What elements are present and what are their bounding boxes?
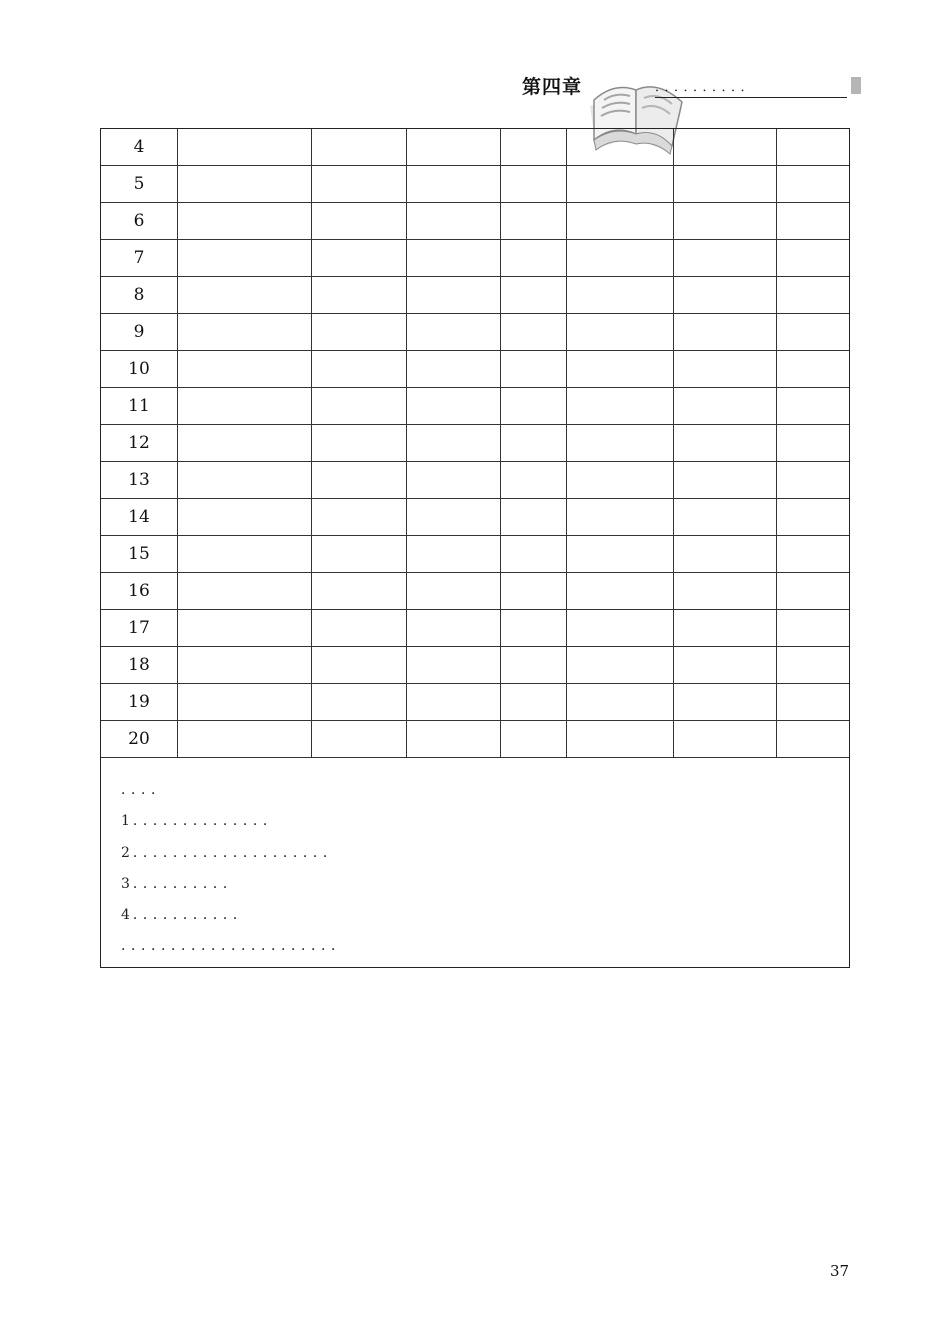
table-cell	[777, 462, 851, 498]
row-number-cell: 19	[101, 684, 178, 720]
row-number-cell: 18	[101, 647, 178, 683]
table-cell	[777, 388, 851, 424]
table-cell	[674, 388, 777, 424]
table-cell	[501, 166, 567, 202]
page-tab-marker	[851, 77, 861, 94]
table-cell	[407, 314, 501, 350]
table-cell	[312, 536, 407, 572]
table-row	[101, 240, 849, 277]
note-item: 1．．．．．．．．．．．．．．	[121, 813, 280, 829]
row-number-cell: 16	[101, 573, 178, 609]
page-number: 37	[830, 1262, 850, 1280]
table-cell	[178, 536, 312, 572]
table-cell	[407, 684, 501, 720]
table-cell	[407, 499, 501, 535]
note-item: 4．．．．．．．．．．．	[121, 907, 250, 923]
chapter-label: 第四章	[522, 76, 583, 98]
table-cell	[567, 573, 674, 609]
row-number-cell: 9	[101, 314, 178, 350]
page-header	[0, 0, 950, 125]
table-cell	[567, 351, 674, 387]
table-cell	[407, 388, 501, 424]
table-row	[101, 425, 849, 462]
table-cell	[178, 610, 312, 646]
table-cell	[312, 610, 407, 646]
table-cell	[407, 425, 501, 461]
table-cell	[501, 129, 567, 165]
table-cell	[567, 166, 674, 202]
table-cell	[178, 166, 312, 202]
table-cell	[407, 203, 501, 239]
table-cell	[178, 351, 312, 387]
table-cell	[501, 684, 567, 720]
table-cell	[674, 721, 777, 757]
table-cell	[312, 166, 407, 202]
note-item: 3．．．．．．．．．．	[121, 876, 240, 892]
table-cell	[312, 721, 407, 757]
table-cell	[178, 721, 312, 757]
note-item: ．．．．．．．．．．．．．．．．．．．．．．	[121, 938, 348, 954]
row-number-cell: 10	[101, 351, 178, 387]
table-cell	[674, 499, 777, 535]
table-cell	[777, 314, 851, 350]
table-cell	[501, 536, 567, 572]
table-cell	[312, 240, 407, 276]
table-cell	[777, 166, 851, 202]
notes-heading: ．．．．	[121, 782, 168, 798]
table-cell	[178, 425, 312, 461]
table-cell	[674, 314, 777, 350]
row-number-cell: 7	[101, 240, 178, 276]
table-row	[101, 314, 849, 351]
table-cell	[501, 721, 567, 757]
table-cell	[312, 129, 407, 165]
table-cell	[407, 462, 501, 498]
table-cell	[567, 721, 674, 757]
table-cell	[567, 647, 674, 683]
table-cell	[407, 721, 501, 757]
table-row	[101, 499, 849, 536]
row-number-cell: 15	[101, 536, 178, 572]
table-cell	[777, 499, 851, 535]
table-cell	[674, 610, 777, 646]
section-title: ．．．．．．．．．．	[655, 76, 847, 98]
table-row	[101, 647, 849, 684]
notes-section	[101, 761, 849, 967]
table-cell	[777, 647, 851, 683]
table-cell	[777, 721, 851, 757]
table-cell	[407, 536, 501, 572]
table-cell	[777, 277, 851, 313]
table-cell	[312, 425, 407, 461]
table-cell	[777, 351, 851, 387]
table-cell	[312, 314, 407, 350]
table-cell	[674, 647, 777, 683]
table-cell	[674, 425, 777, 461]
table-cell	[777, 536, 851, 572]
table-cell	[674, 166, 777, 202]
table-row	[101, 684, 849, 721]
table-cell	[674, 573, 777, 609]
table-cell	[501, 499, 567, 535]
table-cell	[567, 388, 674, 424]
table-cell	[674, 684, 777, 720]
table-cell	[178, 462, 312, 498]
table-cell	[178, 203, 312, 239]
table-cell	[777, 610, 851, 646]
table-cell	[501, 647, 567, 683]
table-cell	[312, 388, 407, 424]
table-cell	[567, 277, 674, 313]
table-cell	[312, 277, 407, 313]
table-cell	[567, 499, 674, 535]
table-cell	[178, 277, 312, 313]
table-cell	[501, 573, 567, 609]
table-cell	[567, 462, 674, 498]
table-row	[101, 351, 849, 388]
table-cell	[407, 647, 501, 683]
table-cell	[407, 166, 501, 202]
table-row	[101, 388, 849, 425]
row-number-cell: 4	[101, 129, 178, 165]
table-cell	[567, 240, 674, 276]
table-row	[101, 203, 849, 240]
table-cell	[178, 388, 312, 424]
table-cell	[178, 129, 312, 165]
table-cell	[567, 684, 674, 720]
table-cell	[777, 203, 851, 239]
table-row	[101, 536, 849, 573]
table-cell	[501, 314, 567, 350]
table-row	[101, 610, 849, 647]
table-cell	[674, 536, 777, 572]
table-cell	[407, 351, 501, 387]
row-number-cell: 11	[101, 388, 178, 424]
row-number-cell: 8	[101, 277, 178, 313]
row-number-cell: 14	[101, 499, 178, 535]
table-cell	[312, 684, 407, 720]
row-number-cell: 13	[101, 462, 178, 498]
table-cell	[407, 610, 501, 646]
table-cell	[407, 573, 501, 609]
table-cell	[178, 573, 312, 609]
note-item: 2．．．．．．．．．．．．．．．．．．．．	[121, 845, 340, 861]
row-number-cell: 17	[101, 610, 178, 646]
table-cell	[567, 425, 674, 461]
table-cell	[501, 610, 567, 646]
table-cell	[567, 129, 674, 165]
table-cell	[312, 203, 407, 239]
table-cell	[178, 499, 312, 535]
table-cell	[674, 240, 777, 276]
table-cell	[777, 240, 851, 276]
table-cell	[312, 462, 407, 498]
table-cell	[777, 425, 851, 461]
table-cell	[501, 203, 567, 239]
table-row	[101, 166, 849, 203]
table-cell	[501, 388, 567, 424]
row-number-cell: 20	[101, 721, 178, 757]
table-cell	[312, 351, 407, 387]
row-number-cell: 6	[101, 203, 178, 239]
table-cell	[777, 573, 851, 609]
table-row	[101, 277, 849, 314]
table-cell	[674, 129, 777, 165]
table-cell	[674, 462, 777, 498]
table-cell	[777, 129, 851, 165]
table-cell	[407, 240, 501, 276]
table-cell	[178, 240, 312, 276]
table-cell	[501, 351, 567, 387]
table-cell	[501, 462, 567, 498]
table-row	[101, 573, 849, 610]
table-row	[101, 462, 849, 499]
row-number-cell: 5	[101, 166, 178, 202]
record-table	[100, 128, 850, 968]
table-row	[101, 721, 849, 758]
row-number-cell: 12	[101, 425, 178, 461]
table-cell	[567, 314, 674, 350]
table-cell	[178, 684, 312, 720]
table-cell	[501, 277, 567, 313]
table-cell	[567, 536, 674, 572]
table-cell	[567, 203, 674, 239]
table-cell	[674, 277, 777, 313]
table-cell	[312, 647, 407, 683]
table-cell	[312, 573, 407, 609]
table-cell	[178, 314, 312, 350]
table-cell	[777, 684, 851, 720]
table-cell	[674, 351, 777, 387]
table-cell	[407, 277, 501, 313]
table-cell	[178, 647, 312, 683]
table-row	[101, 129, 849, 166]
table-cell	[501, 425, 567, 461]
table-cell	[407, 129, 501, 165]
table-cell	[312, 499, 407, 535]
table-cell	[567, 610, 674, 646]
table-cell	[501, 240, 567, 276]
table-cell	[674, 203, 777, 239]
